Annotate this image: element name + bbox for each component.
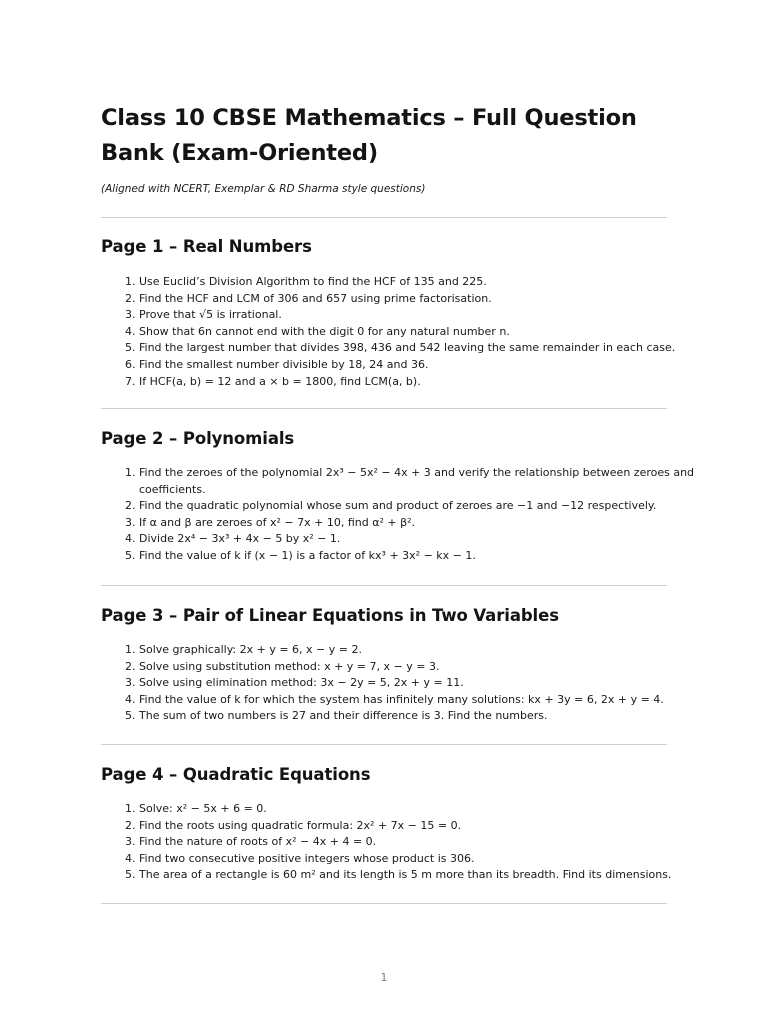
divider	[101, 903, 667, 904]
question-item: 4. Find the value of k for which the system has infinitely many solutions: kx + 3y = 6, 2x + y = 4.	[139, 692, 705, 709]
question-item: 1. Use Euclid’s Division Algorithm to find the HCF of 135 and 225.	[139, 274, 705, 291]
question-item: 2. Find the HCF and LCM of 306 and 657 using prime factorisation.	[139, 291, 705, 308]
question-item: 1. Find the zeroes of the polynomial 2x³ − 5x² − 4x + 3 and verify the relationship between zeroes and coefficients.	[139, 465, 705, 498]
question-item: 2. Find the roots using quadratic formula: 2x² + 7x − 15 = 0.	[139, 818, 705, 835]
question-item: 5. Find the largest number that divides 398, 436 and 542 leaving the same remainder in each case.	[139, 340, 705, 357]
question-item: 4. Find two consecutive positive integers whose product is 306.	[139, 851, 705, 868]
question-item: 2. Find the quadratic polynomial whose sum and product of zeroes are −1 and −12 respectively.	[139, 498, 705, 515]
question-item: 3. If α and β are zeroes of x² − 7x + 10, find α² + β².	[139, 515, 705, 532]
divider	[101, 217, 667, 218]
section-heading-quadratic-equations: Page 4 – Quadratic Equations	[101, 765, 371, 784]
question-list-real-numbers	[101, 274, 705, 390]
divider	[101, 744, 667, 745]
question-item: 1. Solve graphically: 2x + y = 6, x − y = 2.	[139, 642, 705, 659]
document-subtitle: (Aligned with NCERT, Exemplar & RD Sharma style questions)	[101, 183, 426, 195]
divider	[101, 585, 667, 586]
section-heading-linear-equations: Page 3 – Pair of Linear Equations in Two Variables	[101, 606, 559, 625]
question-item: 3. Find the nature of roots of x² − 4x + 4 = 0.	[139, 834, 705, 851]
question-item: 5. The area of a rectangle is 60 m² and its length is 5 m more than its breadth. Find its dimensions.	[139, 867, 705, 884]
question-list-linear-equations	[101, 642, 705, 725]
page-number: 1	[380, 972, 388, 984]
question-item: 6. Find the smallest number divisible by 18, 24 and 36.	[139, 357, 705, 374]
question-item: 7. If HCF(a, b) = 12 and a × b = 1800, find LCM(a, b).	[139, 374, 705, 391]
question-list-quadratic-equations	[101, 801, 705, 884]
section-heading-polynomials: Page 2 – Polynomials	[101, 429, 295, 448]
question-item: 3. Prove that √5 is irrational.	[139, 307, 705, 324]
question-item: 4. Show that 6n cannot end with the digit 0 for any natural number n.	[139, 324, 705, 341]
question-item: 5. Find the value of k if (x − 1) is a factor of kx³ + 3x² − kx − 1.	[139, 548, 705, 565]
question-item: 1. Solve: x² − 5x + 6 = 0.	[139, 801, 705, 818]
question-item: 2. Solve using substitution method: x + y = 7, x − y = 3.	[139, 659, 705, 676]
question-list-polynomials	[101, 465, 705, 565]
question-item: 3. Solve using elimination method: 3x − 2y = 5, 2x + y = 11.	[139, 675, 705, 692]
question-item: 5. The sum of two numbers is 27 and their difference is 3. Find the numbers.	[139, 708, 705, 725]
question-item: 4. Divide 2x⁴ − 3x³ + 4x − 5 by x² − 1.	[139, 531, 705, 548]
divider	[101, 408, 667, 409]
section-heading-real-numbers: Page 1 – Real Numbers	[101, 237, 312, 256]
document-title: Class 10 CBSE Mathematics – Full Question Bank (Exam-Oriented)	[101, 105, 637, 166]
